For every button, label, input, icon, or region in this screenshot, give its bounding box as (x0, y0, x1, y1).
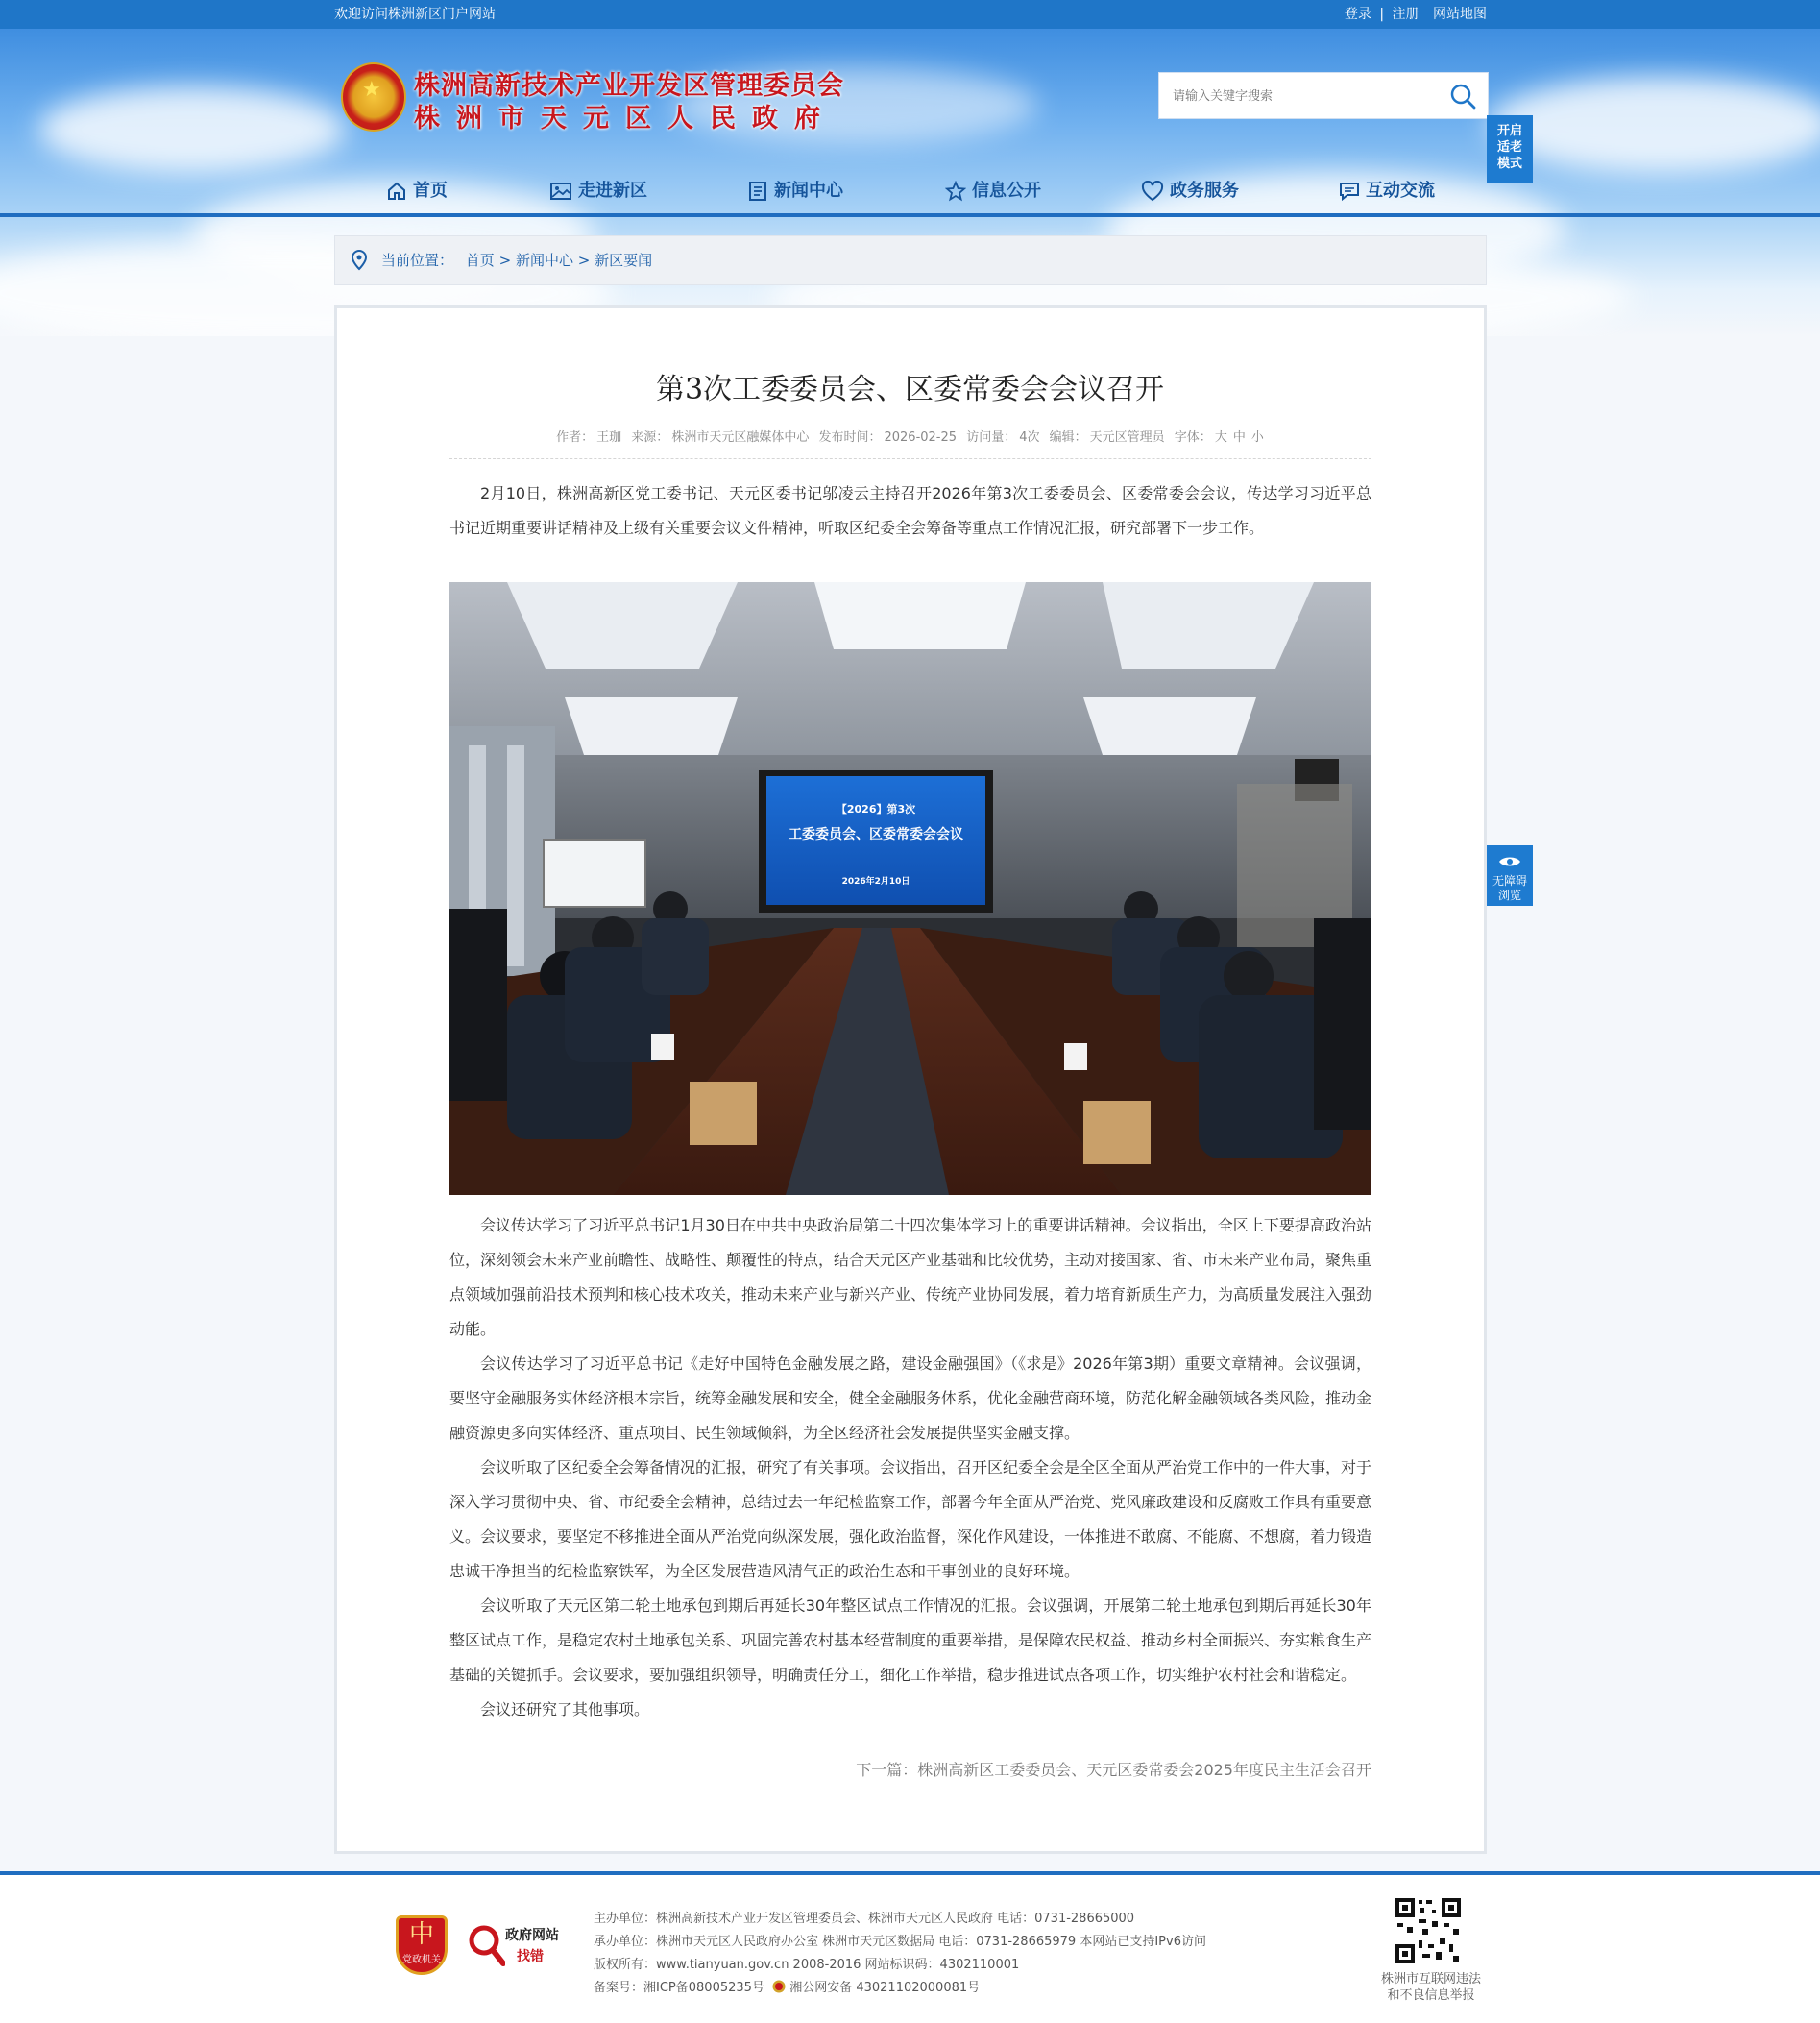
nav-item-services[interactable] (1141, 168, 1239, 214)
meta-font-label: 字体： (1174, 430, 1212, 445)
top-bar (0, 0, 1820, 29)
magnifier-error-icon (467, 1923, 505, 1967)
article-paragraph: 会议传达学习了习近平总书记1月30日在中共中央政治局第二十四次集体学习上的重要讲话精神。会议指出，全区上下要提高政治站位，深刻领会未来产业前瞻性、战略性、颠覆性的特点，结合天元区产业基础和比较优势，主动对接国家、省、市未来产业布局，聚焦重点领域加强前沿技术预判和核心技术攻关，推动未来产业与新兴产业、传统产业协同发展，着力培育新质生产力，为高质量发展注入强劲动能。 (449, 1216, 1372, 1338)
star-icon (945, 181, 966, 202)
article-meta (0, 427, 1820, 445)
nav-label: 政务服务 (1170, 181, 1239, 201)
article-paragraph: 会议传达学习了习近平总书记《走好中国特色金融发展之路，建设金融强国》（《求是》2026年第3期）重要文章精神。会议强调，要坚守金融服务实体经济根本宗旨，统筹金融发展和安全，健全金融服务体系，优化金融营商环境，防范化解金融领域各类风险，推动金融资源更多向实体经济、重点项目、民生领域倾斜，为全区经济社会发展提供坚实金融支撑。 (449, 1354, 1372, 1442)
accessibility-button[interactable] (1487, 845, 1533, 906)
meta-date-label: 发布时间： (818, 430, 882, 445)
error-report-line1: 政府网站 (505, 1928, 559, 1943)
meta-author-label: 作者： (556, 430, 595, 445)
nav-item-news[interactable] (747, 168, 843, 214)
font-large-button[interactable]: 大 (1214, 430, 1227, 445)
meta-editor-label: 编辑： (1049, 430, 1087, 445)
screen-line2: 工委委员会、区委常委会会议 (789, 827, 963, 842)
logo-title-line1: 株洲高新技术产业开发区管理委员会 (414, 71, 844, 101)
badge-text: 党政机关 (402, 1955, 441, 1965)
nav-label: 互动交流 (1366, 181, 1435, 201)
picture-icon (549, 181, 572, 202)
breadcrumb-prefix: 当前位置： (381, 252, 454, 269)
top-links (1345, 0, 1487, 29)
meta-divider (449, 458, 1371, 459)
chat-icon (1339, 181, 1360, 202)
nav-item-about[interactable] (549, 168, 647, 214)
footer-host: 主办单位：株洲高新技术产业开发区管理委员会、株洲市天元区人民政府 电话：0731-28665000 (594, 1912, 1135, 1926)
meta-views-label: 访问量： (966, 430, 1017, 445)
welcome-text: 欢迎访问株洲新区门户网站 (334, 7, 496, 22)
search-input[interactable] (1171, 73, 1434, 120)
nav-label: 新闻中心 (774, 181, 843, 201)
link-separator: | (1379, 7, 1385, 22)
font-medium-button[interactable]: 中 (1232, 430, 1246, 445)
qr-caption-line2: 和不良信息举报 (1387, 1988, 1475, 2003)
meta-source: 株洲市天元区融媒体中心 (671, 430, 810, 445)
nav-item-interaction[interactable] (1339, 168, 1435, 214)
next-article-label: 下一篇： (856, 1761, 918, 1779)
screen-line3: 2026年2月10日 (841, 877, 910, 887)
main-nav (0, 168, 1820, 214)
qr-code-icon (1394, 1896, 1463, 1965)
screen-line1: 【2026】第3次 (836, 803, 916, 816)
location-pin-icon (351, 250, 368, 271)
police-badge-icon (772, 1980, 786, 1993)
meta-views: 4次 (1019, 430, 1040, 445)
article-paragraph: 2月10日，株洲高新区党工委书记、天元区委书记邬凌云主持召开2026年第3次工委委员会、区委常委会会议，传达学习习近平总书记近期重要讲话精神及上级有关重要会议文件精神，听取区纪委全会筹备等重点工作情况汇报，研究部署下一步工作。 (449, 484, 1371, 537)
next-article-link[interactable]: 株洲高新区工委委员会、天元区委常委会2025年度民主生活会召开 (917, 1761, 1371, 1779)
login-link[interactable]: 登录 (1344, 7, 1371, 22)
meta-source-label: 来源： (631, 430, 669, 445)
badge-char: 中 (408, 1920, 434, 1949)
font-small-button[interactable]: 小 (1250, 430, 1264, 445)
footer-registration (594, 1977, 1206, 2000)
party-gov-badge[interactable] (396, 1915, 448, 1975)
article-paragraph: 会议还研究了其他事项。 (480, 1700, 650, 1718)
nav-item-home[interactable] (386, 168, 448, 214)
meta-editor: 天元区管理员 (1089, 430, 1165, 445)
national-emblem-icon (341, 62, 406, 132)
footer-copyright: 版权所有：www.tianyuan.gov.cn 2008-2016 网站标识码：4302110001 (594, 1958, 1020, 1972)
meta-date: 2026-02-25 (884, 430, 958, 445)
heart-icon (1141, 181, 1164, 202)
footer-organizer: 承办单位：株洲市天元区人民政府办公室 株洲市天元区数据局 电话：0731-28665979 本网站已支持IPv6访问 (594, 1935, 1206, 1949)
nav-label: 走进新区 (578, 181, 647, 201)
nav-label: 信息公开 (972, 181, 1041, 201)
elder-mode-label: 开启适老模式 (1496, 124, 1522, 171)
next-article (449, 1758, 1371, 1780)
gov-site-error-report[interactable] (467, 1923, 563, 1967)
report-qr-code[interactable] (1394, 1896, 1463, 1965)
icp-link[interactable]: 备案号：湘ICP备08005235号 (594, 1981, 764, 1995)
breadcrumb-sep: > (498, 252, 512, 269)
qr-caption-line1: 株洲市互联网违法 (1380, 1972, 1481, 1986)
meeting-photo (449, 582, 1371, 1195)
home-icon (386, 181, 407, 202)
breadcrumb-home[interactable]: 首页 (465, 252, 495, 269)
eye-icon (1498, 855, 1521, 868)
site-logo[interactable] (341, 62, 860, 134)
nav-item-info[interactable] (945, 168, 1041, 214)
breadcrumb (334, 235, 1487, 285)
accessibility-label: 无障碍浏览 (1492, 874, 1528, 902)
logo-title-line2: 株洲市天元区人民政府 (414, 104, 837, 134)
error-report-line2: 找错 (517, 1949, 544, 1964)
sitemap-link[interactable]: 网站地图 (1433, 7, 1487, 22)
search-icon[interactable] (1449, 83, 1476, 110)
meeting-photo-illustration (449, 582, 1371, 1195)
register-link[interactable]: 注册 (1392, 7, 1420, 22)
breadcrumb-current[interactable]: 新区要闻 (595, 252, 653, 269)
breadcrumb-news[interactable]: 新闻中心 (515, 252, 573, 269)
nav-label: 首页 (413, 181, 448, 201)
news-icon (747, 181, 768, 202)
search-box (1158, 72, 1489, 119)
qr-caption (1364, 1971, 1498, 2004)
breadcrumb-sep: > (577, 252, 591, 269)
article-paragraph: 会议听取了区纪委全会筹备情况的汇报，研究了有关事项。会议指出，召开区纪委全会是全区全面从严治党工作中的一件大事，对于深入学习贯彻中央、省、市纪委全会精神，总结过去一年纪检监察工作，部署今年全面从严治党、党风廉政建设和反腐败工作具有重要意义。会议要求，要坚定不移推进全面从严治党向纵深发展，强化政治监督，深化作风建设，一体推进不敢腐、不能腐、不想腐，着力锻造忠诚干净担当的纪检监察铁军，为全区发展营造风清气正的政治生态和干事创业的良好环境。 (449, 1458, 1372, 1580)
meta-author: 王珈 (596, 430, 622, 445)
article-paragraph: 会议听取了天元区第二轮土地承包到期后再延长30年整区试点工作情况的汇报。会议强调，开展第二轮土地承包到期后再延长30年整区试点工作，是稳定农村土地承包关系、巩固完善农村基本经营制度的重要举措，是保障农民权益、推动乡村全面振兴、夯实粮食生产基础的关键抓手。会议要求，要加强组织领导，明确责任分工，细化工作举措，稳步推进试点各项工作，切实维护农村社会和谐稳定。 (449, 1596, 1372, 1684)
nav-divider (0, 213, 1820, 217)
police-link[interactable]: 湘公网安备 43021102000081号 (789, 1981, 981, 1995)
footer-info (594, 1908, 1206, 2000)
article-title: 第3次工委委员会、区委常委会会议召开 (655, 373, 1165, 406)
